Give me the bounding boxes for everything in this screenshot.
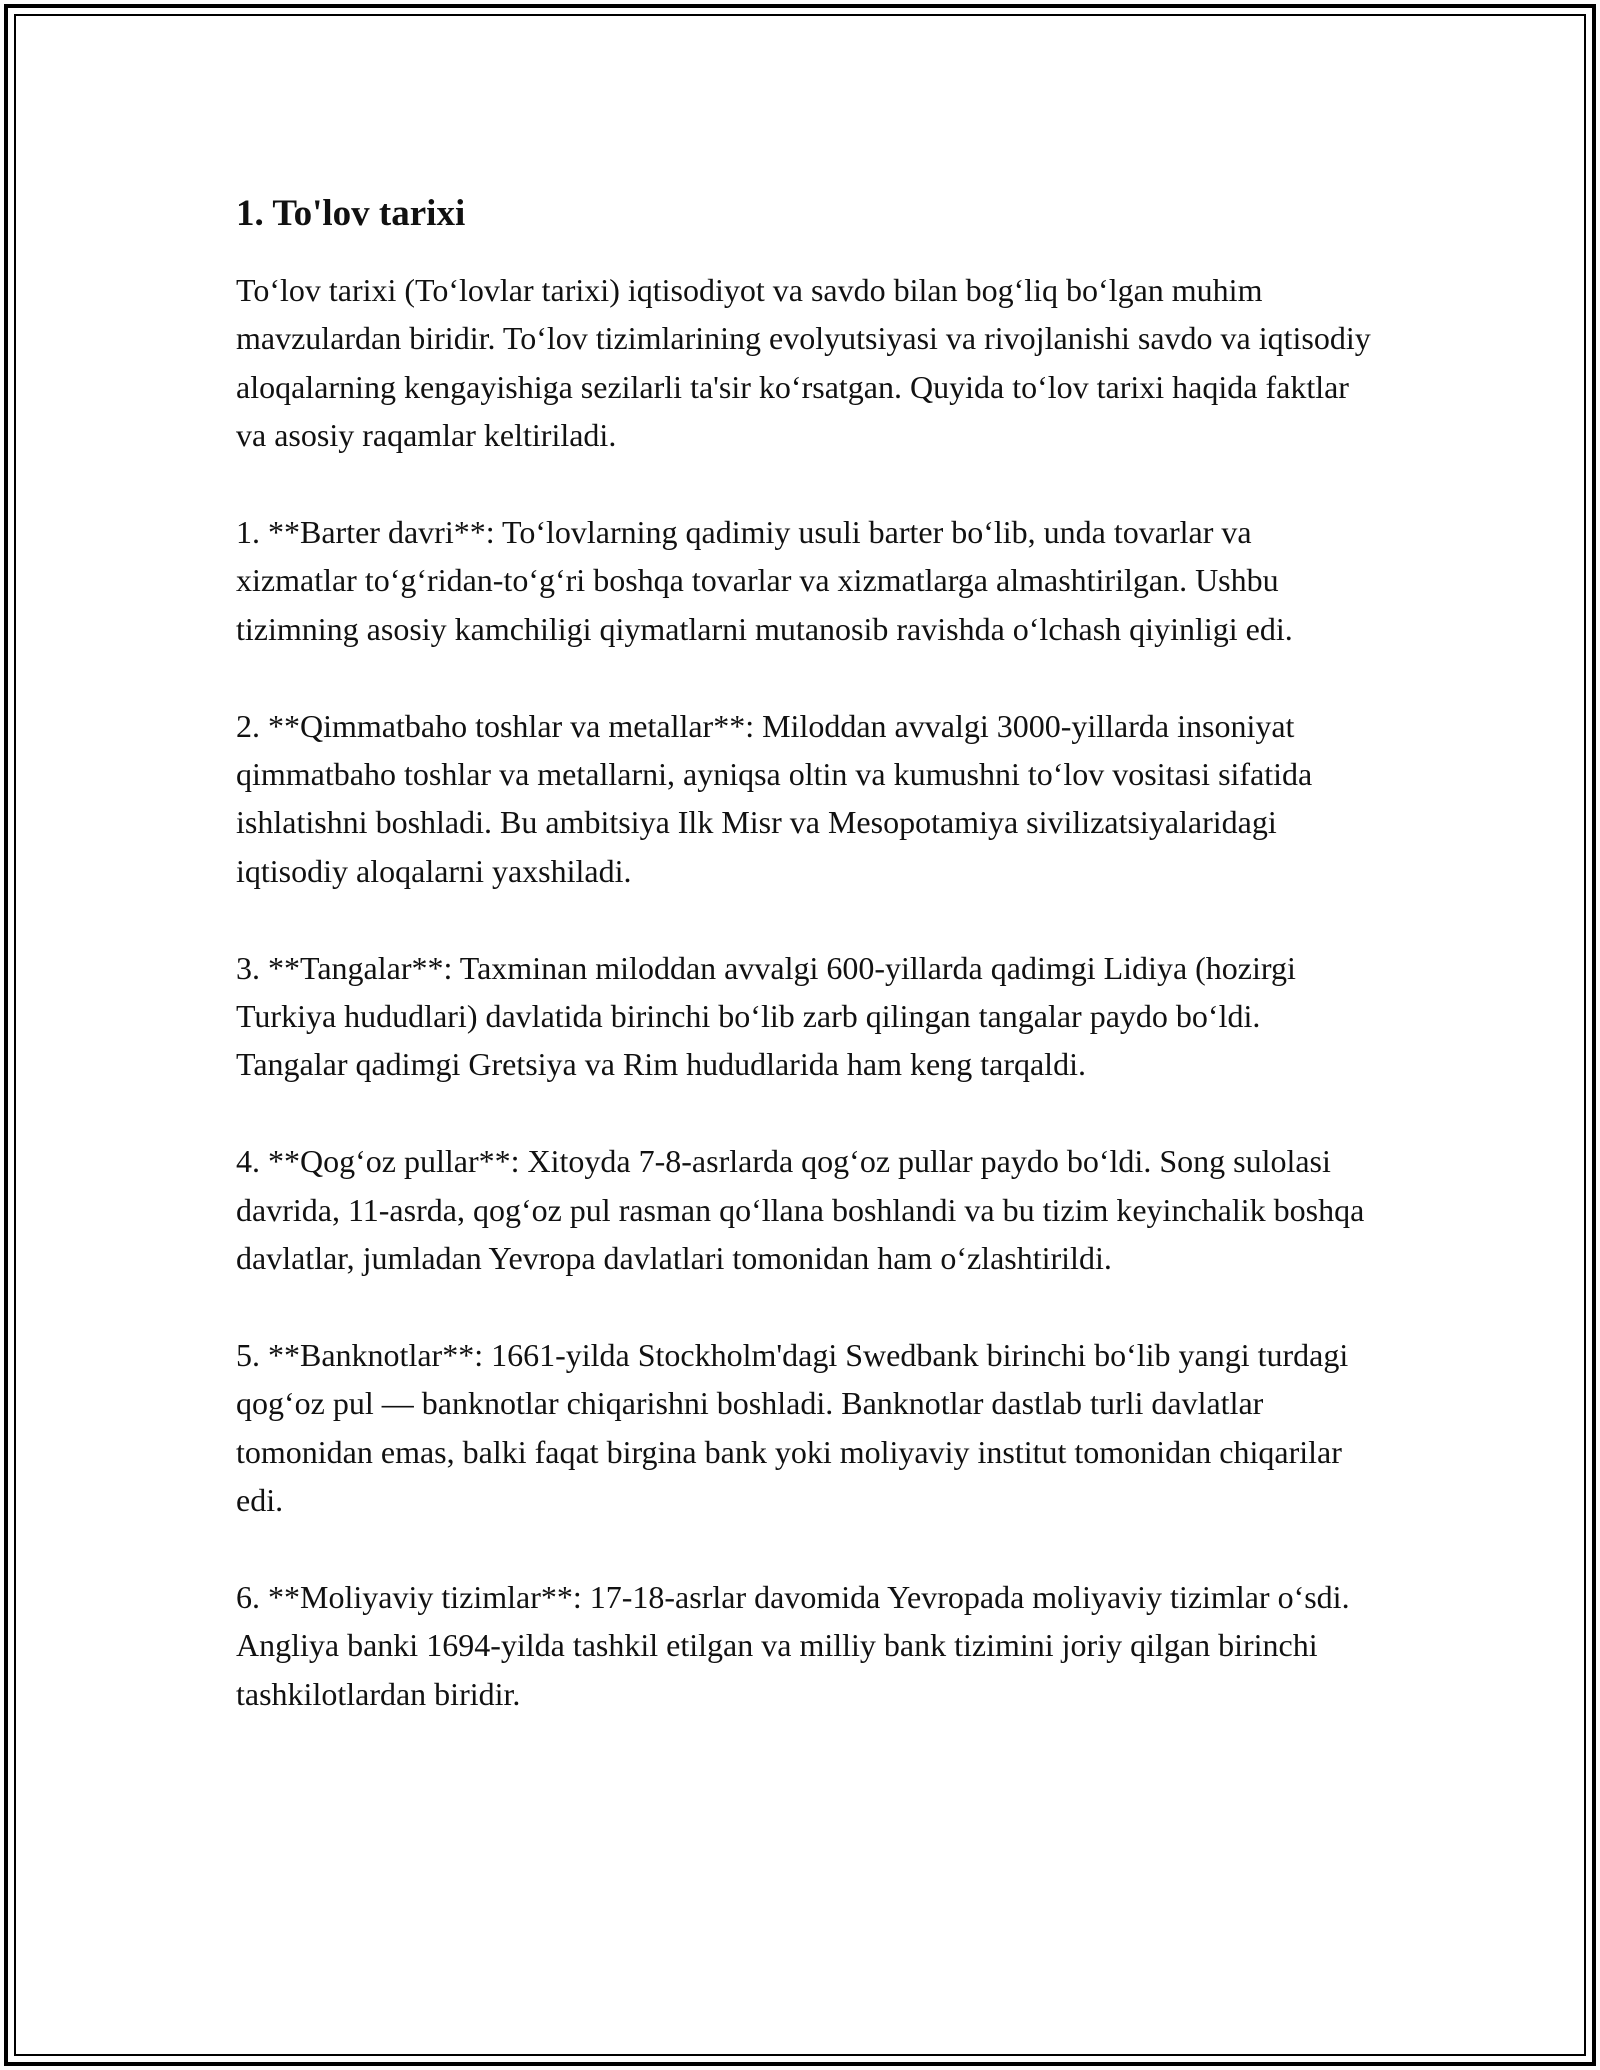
paragraph-precious-metals: 2. **Qimmatbaho toshlar va metallar**: Miloddan avvalgi 3000-yillarda insoniyat qimmatbaho toshlar va metallarni, ayniqsa oltin va kumushni to‘lov vositasi sifatida ishlatishni boshladi. Bu ambitsiya Ilk Misr va Mesopotamiya sivilizatsiyalaridagi iqtisodiy aloqalarni yaxshiladi. — [236, 707, 1313, 889]
paragraph-financial-systems: 6. **Moliyaviy tizimlar**: 17-18-asrlar davomida Yevropada moliyaviy tizimlar o‘sdi. Angliya banki 1694-yilda tashkil etilgan va milliy bank tizimini joriy qilgan birinchi tashkilotlardan biridir. — [236, 1578, 1350, 1712]
document-title: 1. To'lov tarixi — [236, 193, 466, 234]
intro-paragraph: To‘lov tarixi (To‘lovlar tarixi) iqtisodiyot va savdo bilan bog‘liq bo‘lgan muhim mavzulardan biridir. To‘lov tizimlarining evolyutsiyasi va rivojlanishi savdo va iqtisodiy aloqalarning kengayishiga sezilarli ta'sir ko‘rsatgan. Quyida to‘lov tarixi haqida faktlar va asosiy raqamlar keltiriladi. — [236, 272, 1371, 454]
paragraph-barter: 1. **Barter davri**: To‘lovlarning qadimiy usuli barter bo‘lib, unda tovarlar va xizmatlar to‘g‘ridan-to‘g‘ri boshqa tovarlar va xizmatlarga almashtirilgan. Ushbu tizimning asosiy kamchiligi qiymatlarni mutanosib ravishda o‘lchash qiyinligi edi. — [236, 514, 1293, 647]
paragraph-coins: 3. **Tangalar**: Taxminan miloddan avvalgi 600-yillarda qadimgi Lidiya (hozirgi Turkiya hududlari) davlatida birinchi bo‘lib zarb qilingan tangalar paydo bo‘ldi. Tangalar qadimgi Gretsiya va Rim hududlarida ham keng tarqaldi. — [236, 949, 1296, 1083]
paragraph-paper-money: 4. **Qog‘oz pullar**: Xitoyda 7-8-asrlarda qog‘oz pullar paydo bo‘ldi. Song sulolasi davrida, 11-asrda, qog‘oz pul rasman qo‘llana boshlandi va bu tizim keyinchalik boshqa davlatlar, jumladan Yevropa davlatlari tomonidan ham o‘zlashtirildi. — [236, 1143, 1365, 1277]
document-body — [236, 188, 1376, 1766]
paragraph-banknotes: 5. **Banknotlar**: 1661-yilda Stockholm'dagi Swedbank birinchi bo‘lib yangi turdagi qog‘oz pul — banknotlar chiqarishni boshladi. Banknotlar dastlab turli davlatlar tomonidan emas, balki faqat birgina bank yoki moliyaviy institut tomonidan chiqarilar edi. — [236, 1336, 1349, 1519]
